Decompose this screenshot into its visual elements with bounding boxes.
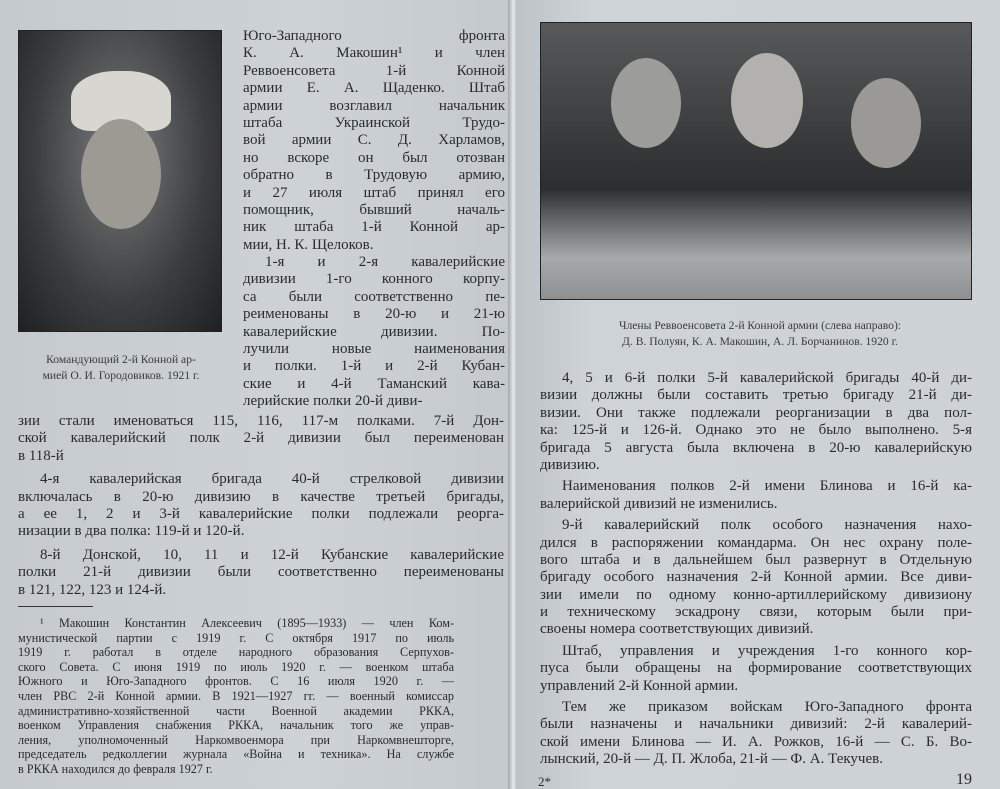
caption-line: мией О. И. Городовиков. 1921 г. [42, 369, 200, 382]
text-line: армии возглавил начальник [243, 97, 505, 114]
text-line: Наименования полков 2-й имени Блинова и 16-й ка- [562, 478, 972, 495]
text-line: пуса были обращены на формирование соответствующих [540, 660, 972, 677]
text-line: 4, 5 и 6-й полки 5-й кавалерийской бригады 40-й ди- [562, 370, 972, 386]
text-line: лынский, 20-й — Д. П. Жлоба, 21-й — Ф. А. Текучев. [540, 751, 883, 768]
text-line: вого штаба и в дальнейшем был развернут в Отдельную [540, 551, 972, 568]
footnote-line: военком Управления снабжения РККА, начальник того же управ- [18, 718, 454, 733]
text-line: были назначены и начальники дивизий: 2-й кавалерий- [540, 716, 972, 733]
text-line: ской имени Блинова — И. А. Рожков, 16-й — С. Б. Во- [540, 733, 972, 750]
text-line: 1-я и 2-я кавалерийские [265, 254, 505, 271]
footnote [18, 616, 454, 777]
text-line: зии имели по одному конно-артиллерийскому дивизиону [540, 586, 972, 603]
text-line: полки 21-й дивизии были соответственно переименованы [18, 564, 504, 581]
signature-mark: 2* [538, 774, 551, 789]
portrait-photo [18, 30, 222, 332]
text-line: дивизию. [540, 456, 600, 473]
caption-line: Д. В. Полуян, К. А. Макошин, А. Л. Борчанинов. 1920 г. [622, 335, 898, 348]
text-line: армии Е. А. Щаденко. Штаб [243, 80, 505, 97]
narrow-text-column [243, 28, 505, 411]
text-line: своены номера соответствующих дивизий. [540, 621, 814, 638]
text-line: ской кавалерийский полк 2-й дивизии был переименован [18, 430, 504, 447]
footnote-line: административно-хозяйственной части Военной академии РККА, [18, 703, 454, 718]
text-line: бригаду особого назначения 2-й Конной армии. Все диви- [540, 569, 972, 586]
caption-line: Члены Реввоенсовета 2-й Конной армии (слева направо): [618, 319, 902, 332]
text-line: ские и 4-й Таманский кава- [243, 375, 505, 392]
group-photo [540, 22, 972, 300]
text-line: управлений 2-й Конной армии. [540, 677, 739, 694]
person-right-face [851, 78, 921, 168]
portrait-caption [14, 352, 228, 384]
text-line: в 121, 122, 123 и 124-й. [18, 581, 167, 598]
right-page [516, 0, 1000, 789]
wide-text-column [18, 413, 504, 599]
text-line: валерийской дивизий не изменились. [540, 495, 778, 512]
text-line: а ее 1, 2 и 3-й кавалерийские полки подлежали реорга- [18, 505, 504, 522]
text-line: дивизии 1-го конного корпу- [243, 271, 505, 288]
person-center-face [731, 53, 803, 148]
person-left-face [611, 58, 681, 148]
text-line: Реввоенсовета 1-й Конной [243, 62, 505, 79]
text-line: визии должны были составить третью бригаду 21-й ди- [540, 387, 972, 404]
footnote-line: председатель редколлегии журнала «Война и техника». На службе [18, 747, 454, 762]
text-line: 4-я кавалерийская бригада 40-й стрелковой дивизии [40, 471, 504, 488]
text-line: К. А. Макошин¹ и член [243, 45, 505, 62]
text-line: зии стали именоваться 115, 116, 117-м полками. 7-й Дон- [18, 413, 504, 429]
text-line: 8-й Донской, 10, 11 и 12-й Кубанские кавалерийские [40, 546, 504, 563]
footnote-line: ления, уполномоченный Наркомвоенмора при Наркомвнешторге, [18, 732, 454, 747]
footnote-line: Южного и Юго-Западного фронтов. С 16 июля 1920 г. — [18, 674, 454, 689]
text-line: включалась в 20-ю дивизию в качестве третьей бригады, [18, 488, 504, 505]
footnote-line: мунистической партии с 1919 г. С октября 1917 по июль [18, 630, 454, 645]
text-line: кавалерийские дивизии. По- [243, 323, 505, 340]
text-line: мии, Н. К. Щелоков. [243, 236, 374, 253]
group-photo-caption [530, 318, 990, 350]
text-line: Юго-Западного фронта [243, 28, 505, 44]
text-line: са были соответственно пе- [243, 288, 505, 305]
text-line: но вскоре он был отозван [243, 149, 505, 166]
footnote-line: в РККА находился до февраля 1927 г. [18, 761, 213, 776]
text-line: в 118-й [18, 447, 64, 464]
text-line: и 27 июля штаб принял его [243, 184, 505, 201]
text-line: лерийские полки 20-й диви- [243, 393, 423, 410]
text-line: 9-й кавалерийский полк особого назначения нахо- [562, 517, 972, 534]
footnote-line: ¹ Макошин Константин Алексеевич (1895—1933) — член Ком- [40, 616, 454, 630]
footnote-line: ского Совета. С июня 1919 по июль 1920 г. — военком штаба [18, 659, 454, 674]
text-line: Штаб, управления и учреждения 1-го конного кор- [562, 642, 972, 659]
text-line: дился в распоряжении командарма. Он нес охрану поле- [540, 534, 972, 551]
text-line: помощник, бывший началь- [243, 201, 505, 218]
text-line: низации в два полка: 119-й и 120-й. [18, 523, 245, 540]
text-line: и техническому эскадрону связи, которым были при- [540, 604, 972, 621]
footnote-line: член РВС 2-й Конной армии. В 1921—1927 гг. — военный комиссар [18, 688, 454, 703]
text-line: лучили новые наименования [243, 341, 505, 358]
caption-line: Командующий 2-й Конной ар- [46, 353, 196, 366]
text-line: штаба Украинской Трудо- [243, 114, 505, 131]
footnote-line: 1919 г. работал в отделе народного образования Серпухов- [18, 645, 454, 660]
text-line: ка: 125-й и 126-й. Однако это не было выполнено. 5-я [540, 422, 972, 439]
text-line: обратно в Трудовую армию, [243, 167, 505, 184]
text-line: вой армии С. Д. Харламов, [243, 132, 505, 149]
text-line: и полки. 1-й и 2-й Кубан- [243, 358, 505, 375]
text-line: реименованы в 20-ю и 21-ю [243, 306, 505, 323]
page-number: 19 [956, 771, 972, 788]
text-line: ник штаба 1-й Конной ар- [243, 219, 505, 236]
right-text-column [540, 370, 972, 769]
text-line: визии. Они также подлежали реорганизации в два пол- [540, 404, 972, 421]
footnote-divider [18, 606, 93, 607]
text-line: Тем же приказом войскам Юго-Западного фронта [562, 699, 972, 716]
text-line: бригада 5 августа была включена в 20-ю кавалерийскую [540, 439, 972, 456]
portrait-face [81, 119, 161, 229]
